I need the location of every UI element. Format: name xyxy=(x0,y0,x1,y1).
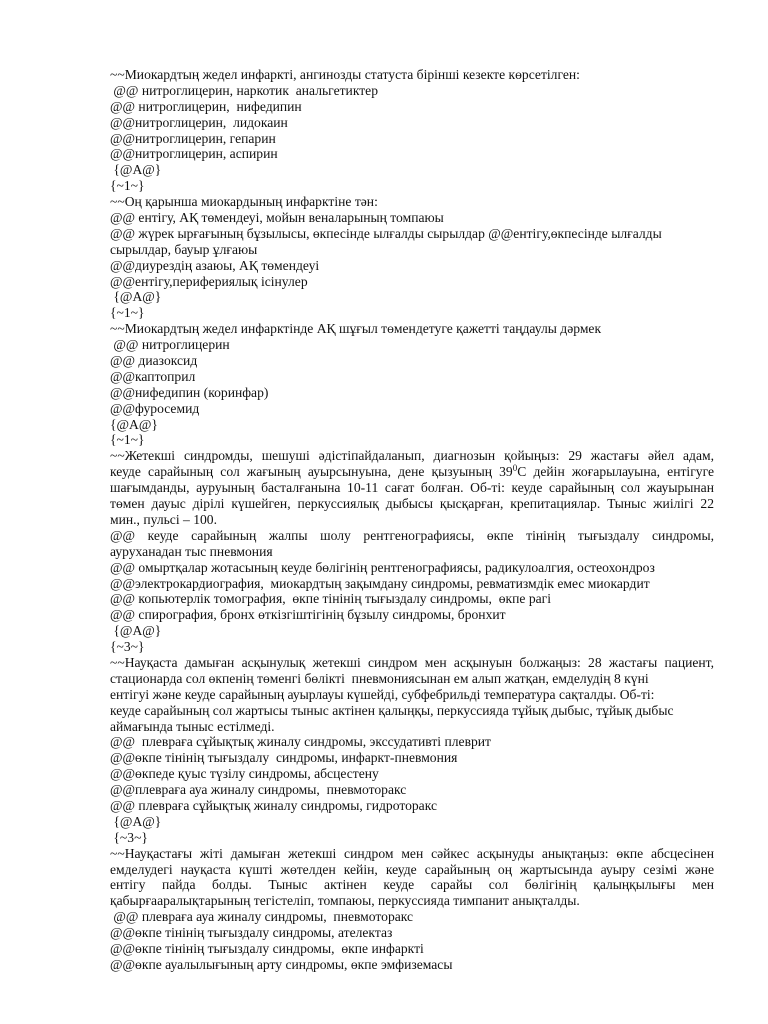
text-line: @@диурездің азаюы, АҚ төмендеуі xyxy=(110,257,320,273)
document-page xyxy=(110,67,714,973)
degree-superscript: 0 xyxy=(512,464,518,474)
text-line: ауруханадан тыс пневмония xyxy=(110,543,273,559)
text-line: сырылдар, бауыр ұлғаюы xyxy=(110,241,258,257)
text-line: @@өкпе тінінің тығыздалу синдромы, инфаркт-пневмония xyxy=(110,750,458,766)
text-line: @@ плевраға сұйықтық жиналу синдромы, гидроторакс xyxy=(110,797,438,813)
text-line: @@ копьютерлік томография, өкпе тінінің тығыздалу синдромы, өкпе рагі xyxy=(110,591,551,607)
text-line: @@нифедипин (коринфар) xyxy=(110,384,269,400)
text-line: ~~Жетекші синдромды, шешуші әдістіпайдаланып, диагнозын қойыңыз: 29 жастағы әйел адам, xyxy=(110,448,714,464)
text-line: @@ нитроглицерин, наркотик анальгетиктер xyxy=(110,82,379,98)
text-line: {~1~} xyxy=(110,305,145,321)
text-line: ~~Оң қарынша миокардының инфарктіне тән: xyxy=(110,194,378,210)
text-line: @@ нитроглицерин, нифедипин xyxy=(110,98,302,114)
text-line: @@өкпе тінінің тығыздалу синдромы, ателектаз xyxy=(110,925,393,941)
text-line: мин., пульсі – 100. xyxy=(110,511,217,527)
text-line: @@нитроглицерин, гепарин xyxy=(110,130,276,146)
text-line: {@A@} xyxy=(110,162,162,178)
text-line: @@нитроглицерин, аспирин xyxy=(110,146,278,162)
text-line: {@A@} xyxy=(110,416,158,432)
text-line: @@ ентігу, АҚ төмендеуі, мойын веналарының томпаюы xyxy=(110,210,444,226)
text-line: @@өкпеде қуыс түзілу синдромы, абсцестену xyxy=(110,766,379,782)
text-line: @@ плевраға сұйықтық жиналу синдромы, экссудативті плеврит xyxy=(110,734,492,750)
text-line: @@ентігу,перифериялық ісінулер xyxy=(110,273,308,289)
text-line: {~1~} xyxy=(110,432,145,448)
text-line: @@нитроглицерин, лидокаин xyxy=(110,114,288,130)
text-line: {@A@} xyxy=(110,289,162,305)
text-line: @@өкпе тінінің тығыздалу синдромы, өкпе инфаркті xyxy=(110,940,424,956)
text-line: ~~Науқастағы жіті дамыған жетекші синдром мен сәйкес асқынуды анықтаңыз: өкпе абсцесінен xyxy=(110,845,714,861)
text-line: @@ жүрек ырғағының бұзылысы, өкпесінде ылғалды сырылдар @@ентігу,өкпесінде ылғалды xyxy=(110,225,662,241)
text-line: {~1~} xyxy=(110,178,145,194)
text-line: @@фуросемид xyxy=(110,400,200,416)
text-line: @@өкпе ауалылығының арту синдромы, өкпе эмфиземасы xyxy=(110,956,453,972)
text-line: шағымданды, ауруының басталғанына 10-11 сағат болған. Об-ті: кеуде сарайының сол жауырынан xyxy=(110,480,714,496)
text-line: ~~Миокардтың жедел инфарктінде АҚ шұғыл төмендетуге қажетті таңдаулы дәрмек xyxy=(110,321,602,337)
text-line: @@каптоприл xyxy=(110,368,196,384)
text-line: {@A@} xyxy=(110,623,162,639)
text-line: ~~Науқаста дамыған асқынулық жетекші синдром мен асқынуын болжаңыз: 28 жастағы пациент, xyxy=(110,654,714,670)
text-line: аймағында тыныс естілмеді. xyxy=(110,718,275,734)
text-line: стационарда сол өкпенің төменгі бөлікті пневмониясынан ем алып жатқан, емделудің 8 күні xyxy=(110,670,649,686)
text-line: емделудегі науқаста күшті жөтелден кейін, кеуде сарайының оң жартысында ауыру сезімі және xyxy=(110,861,714,877)
text-line: @@ омыртқалар жотасының кеуде бөлігінің рентгенографиясы, радикулоалгия, остеохондроз xyxy=(110,559,655,575)
text-line: @@ плевраға ауа жиналу синдромы, пневмоторакс xyxy=(110,909,414,925)
text-line: {~3~} xyxy=(110,639,145,655)
text-line: төмен дауыс дірілі күшейген, перкуссиялық дыбысы қысқарған, крепитациялар. Тыныс жиілігі 22 xyxy=(110,496,714,512)
text-line: @@ спирография, бронх өткізгіштігінің бұзылу синдромы, бронхит xyxy=(110,607,506,623)
text-line: ~~Миокардтың жедел инфаркті, ангинозды статуста бірінші кезекте көрсетілген: xyxy=(110,67,580,82)
text-line: @@ диазоксид xyxy=(110,353,198,369)
text-line: {@A@} xyxy=(110,813,162,829)
text-line: кеуде сарайының сол жағының ауырсынуына, дене қызуының $39^0С$ дейін жоғарылауына, ентігуге xyxy=(110,464,714,480)
text-line: @@ кеуде сарайының жалпы шолу рентгенографиясы, өкпе тінінің тығыздалу синдромы, xyxy=(110,527,714,543)
text-line: @@ нитроглицерин xyxy=(110,337,230,353)
text-line: ентігуі және кеуде сарайының ауырлауы күшейді, субфебрильді температура сақталды. Об-ті: xyxy=(110,686,655,702)
text-line: қабырғааралықтарының тегістеліп, томпаюы, перкуссияда тимпанит анықталды. xyxy=(110,893,580,909)
text-line: {~3~} xyxy=(110,829,148,845)
text-line: @@электрокардиография, миокардтың зақымдану синдромы, ревматизмдік емес миокардит xyxy=(110,575,650,591)
text-line: ентігу пайда болды. Тыныс актінен кеуде сарайы сол бөлігінің қалыңқылығы мен xyxy=(110,877,714,893)
text-line: кеуде сарайының сол жартысы тыныс актінен қалыңқы, перкуссияда тұйық дыбыс, тұйық дыбыс xyxy=(110,702,674,718)
text-line: @@плевраға ауа жиналу синдромы, пневмоторакс xyxy=(110,782,407,798)
